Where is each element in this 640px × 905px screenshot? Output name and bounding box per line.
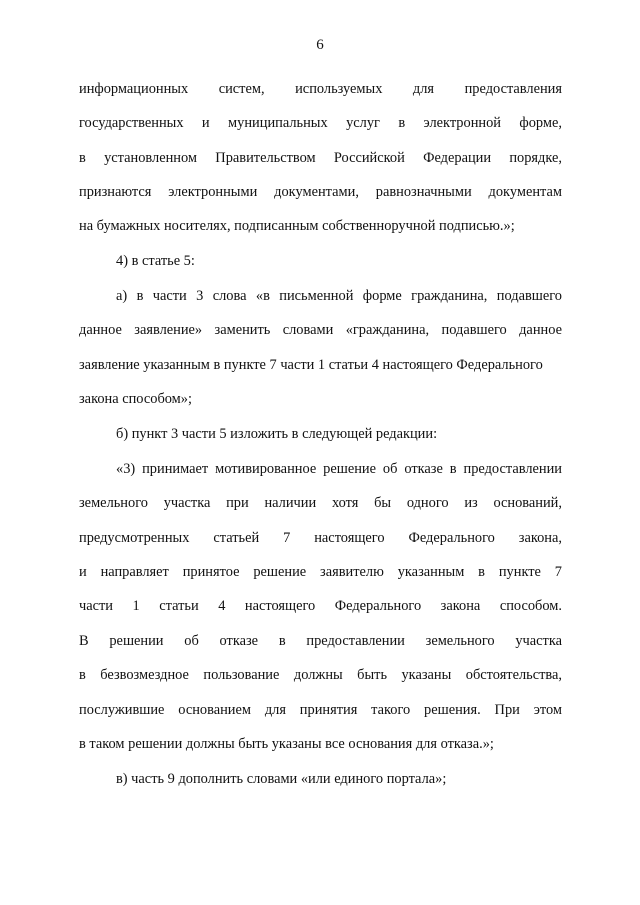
text-line: признаются электронными документами, равнозначными документам	[79, 184, 562, 200]
text-line: земельного участка при наличии хотя бы одного из оснований,	[79, 495, 562, 511]
text-line: заявление указанным в пункте 7 части 1 статьи 4 настоящего Федерального	[79, 357, 543, 373]
text-line: и направляет принятое решение заявителю указанным в пункте 7	[79, 564, 562, 580]
text-line: б) пункт 3 части 5 изложить в следующей редакции:	[116, 426, 438, 442]
text-line: предусмотренных статьей 7 настоящего Федерального закона,	[79, 530, 562, 546]
text-line: в безвозмездное пользование должны быть указаны обстоятельства,	[79, 667, 562, 683]
text-line: на бумажных носителях, подписанным собственноручной подписью.»;	[79, 218, 515, 234]
text-line: 4) в статье 5:	[116, 253, 195, 269]
text-line: информационных систем, используемых для предоставления	[79, 81, 562, 97]
text-line: в установленном Правительством Российской Федерации порядке,	[79, 150, 562, 166]
text-line: «3) принимает мотивированное решение об отказе в предоставлении	[116, 461, 562, 477]
text-line: в) часть 9 дополнить словами «или единого портала»;	[116, 771, 447, 787]
text-line: В решении об отказе в предоставлении земельного участка	[79, 633, 562, 649]
page-number: 6	[316, 37, 324, 53]
text-line: послужившие основанием для принятия такого решения. При этом	[79, 702, 562, 718]
text-line: закона способом»;	[79, 391, 192, 407]
text-line: в таком решении должны быть указаны все основания для отказа.»;	[79, 736, 494, 752]
text-line: части 1 статьи 4 настоящего Федерального закона способом.	[79, 598, 562, 614]
text-line: государственных и муниципальных услуг в электронной форме,	[79, 115, 562, 131]
text-line: а) в части 3 слова «в письменной форме гражданина, подавшего	[116, 288, 562, 304]
text-line: данное заявление» заменить словами «гражданина, подавшего данное	[79, 322, 562, 338]
